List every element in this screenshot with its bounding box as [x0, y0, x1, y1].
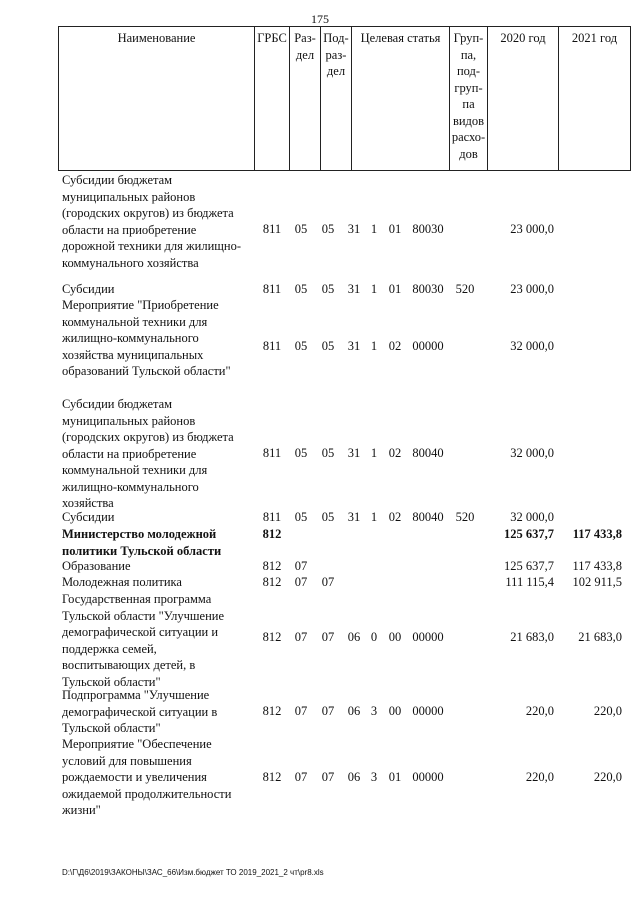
row-name: Субсидии бюджетам муниципальных районов (городских округов) из бюджета области на приобретение коммунальной техники для жилищно-коммунального хозяйства: [62, 397, 234, 510]
row-name: Молодежная политика: [62, 575, 182, 589]
row-cs-event: 02: [388, 339, 402, 353]
table-row: [0, 526, 640, 559]
row-cs-direction: 00000: [412, 704, 444, 718]
row-name: Субсидии: [62, 510, 115, 524]
row-podrazdel: 07: [321, 575, 335, 589]
row-cs-event: 02: [388, 510, 402, 524]
table-row: [0, 736, 640, 820]
row-razdel: 05: [294, 446, 308, 460]
row-2021: 21 683,0: [578, 630, 622, 644]
row-grbs: 812: [262, 527, 282, 541]
row-2021: 220,0: [593, 704, 622, 718]
row-name: Образование: [62, 559, 131, 573]
header-razdel: Раз- дел: [289, 26, 320, 171]
row-podrazdel: 07: [321, 630, 335, 644]
header-2020: 2020 год: [487, 26, 558, 171]
table-row: [0, 574, 640, 591]
row-cs-program: 31: [347, 446, 361, 460]
row-podrazdel: 05: [321, 222, 335, 236]
row-cs-program: 31: [347, 510, 361, 524]
row-2021: 102 911,5: [572, 575, 622, 589]
table-header: [58, 26, 631, 171]
row-cs-event: 01: [388, 770, 402, 784]
row-grbs: 812: [262, 575, 282, 589]
row-cs-direction: 80030: [412, 222, 444, 236]
row-vr: 520: [455, 282, 475, 296]
row-2020: 220,0: [525, 770, 554, 784]
row-cs-direction: 00000: [412, 770, 444, 784]
row-cs-subprogram: 1: [370, 446, 378, 460]
row-2021: 117 433,8: [572, 527, 622, 541]
row-grbs: 812: [262, 704, 282, 718]
row-name: Подпрограмма "Улучшение демографической ситуации в Тульской области": [62, 688, 218, 735]
row-cs-direction: 00000: [412, 339, 444, 353]
row-podrazdel: 05: [321, 339, 335, 353]
row-2020: 125 637,7: [504, 559, 554, 573]
row-2020: 21 683,0: [510, 630, 554, 644]
row-2020: 220,0: [525, 704, 554, 718]
row-cs-program: 31: [347, 282, 361, 296]
row-2020: 23 000,0: [510, 282, 554, 296]
row-cs-direction: 00000: [412, 630, 444, 644]
row-cs-direction: 80040: [412, 510, 444, 524]
table-row: [0, 558, 640, 575]
row-name: Мероприятие "Приобретение коммунальной техники для жилищно-коммунального хозяйства муниципальных образований Тульской области": [62, 298, 231, 378]
table-row: [0, 687, 640, 737]
file-path-footer: D:\Г\Д6\2019\ЗАКОНЫ\ЗАС_66\Изм.бюджет ТО 2019_2021_2 чт\pr8.xls: [62, 868, 324, 877]
row-razdel: 05: [294, 510, 308, 524]
row-name: Субсидии бюджетам муниципальных районов (городских округов) из бюджета области на приобретение дорожной техники для жилищно- коммунального хозяйства: [62, 173, 242, 270]
row-2020: 32 000,0: [510, 510, 554, 524]
row-cs-direction: 80040: [412, 446, 444, 460]
row-cs-subprogram: 3: [370, 704, 378, 718]
row-cs-program: 06: [347, 770, 361, 784]
row-2020: 23 000,0: [510, 222, 554, 236]
row-razdel: 05: [294, 339, 308, 353]
row-grbs: 812: [262, 770, 282, 784]
row-grbs: 811: [262, 339, 282, 353]
header-2021: 2021 год: [558, 26, 631, 171]
row-grbs: 811: [262, 222, 282, 236]
row-podrazdel: 05: [321, 510, 335, 524]
row-cs-program: 06: [347, 704, 361, 718]
row-vr: 520: [455, 510, 475, 524]
row-2020: 32 000,0: [510, 446, 554, 460]
row-razdel: 07: [294, 630, 308, 644]
row-cs-program: 06: [347, 630, 361, 644]
row-grbs: 812: [262, 559, 282, 573]
row-cs-event: 01: [388, 222, 402, 236]
row-2020: 125 637,7: [504, 527, 554, 541]
row-cs-event: 00: [388, 704, 402, 718]
row-2020: 111 115,4: [505, 575, 554, 589]
row-cs-event: 00: [388, 630, 402, 644]
table-row: [0, 396, 640, 512]
header-grbs: ГРБС: [254, 26, 289, 171]
row-cs-subprogram: 1: [370, 282, 378, 296]
row-name: Мероприятие "Обеспечение условий для повышения рождаемости и увеличения ожидаемой продолжительности жизни": [62, 737, 232, 817]
row-grbs: 811: [262, 446, 282, 460]
row-podrazdel: 05: [321, 446, 335, 460]
table-row: [0, 297, 640, 381]
row-cs-event: 01: [388, 282, 402, 296]
row-2021: 117 433,8: [572, 559, 622, 573]
row-cs-event: 02: [388, 446, 402, 460]
row-name: Государственная программа Тульской области "Улучшение демографической ситуации и поддержка семей, воспитывающих детей, в Тульской области": [62, 592, 225, 689]
row-name: Министерство молодежной политики Тульской области: [62, 527, 222, 558]
row-podrazdel: 07: [321, 704, 335, 718]
header-celevaya: Целевая статья: [351, 26, 449, 171]
row-razdel: 07: [294, 559, 308, 573]
row-razdel: 05: [294, 282, 308, 296]
row-cs-subprogram: 1: [370, 339, 378, 353]
header-podrazdel: Под- раз- дел: [320, 26, 351, 171]
header-gruppa: Груп- па, под- груп- па видов расхо- дов: [449, 26, 487, 171]
row-cs-subprogram: 1: [370, 222, 378, 236]
row-cs-subprogram: 0: [370, 630, 378, 644]
row-podrazdel: 05: [321, 282, 335, 296]
table-row: [0, 172, 640, 272]
row-grbs: 811: [262, 510, 282, 524]
row-grbs: 811: [262, 282, 282, 296]
row-grbs: 812: [262, 630, 282, 644]
row-cs-program: 31: [347, 339, 361, 353]
row-razdel: 07: [294, 704, 308, 718]
row-razdel: 07: [294, 770, 308, 784]
row-2021: 220,0: [593, 770, 622, 784]
header-name: Наименование: [58, 26, 254, 171]
row-2020: 32 000,0: [510, 339, 554, 353]
row-razdel: 07: [294, 575, 308, 589]
row-cs-subprogram: 1: [370, 510, 378, 524]
row-cs-program: 31: [347, 222, 361, 236]
row-name: Субсидии: [62, 282, 115, 296]
row-podrazdel: 07: [321, 770, 335, 784]
table-row: [0, 509, 640, 526]
row-cs-subprogram: 3: [370, 770, 378, 784]
page-number: 175: [311, 12, 329, 26]
table-row: [0, 281, 640, 298]
table-row: [0, 591, 640, 691]
row-razdel: 05: [294, 222, 308, 236]
row-cs-direction: 80030: [412, 282, 444, 296]
